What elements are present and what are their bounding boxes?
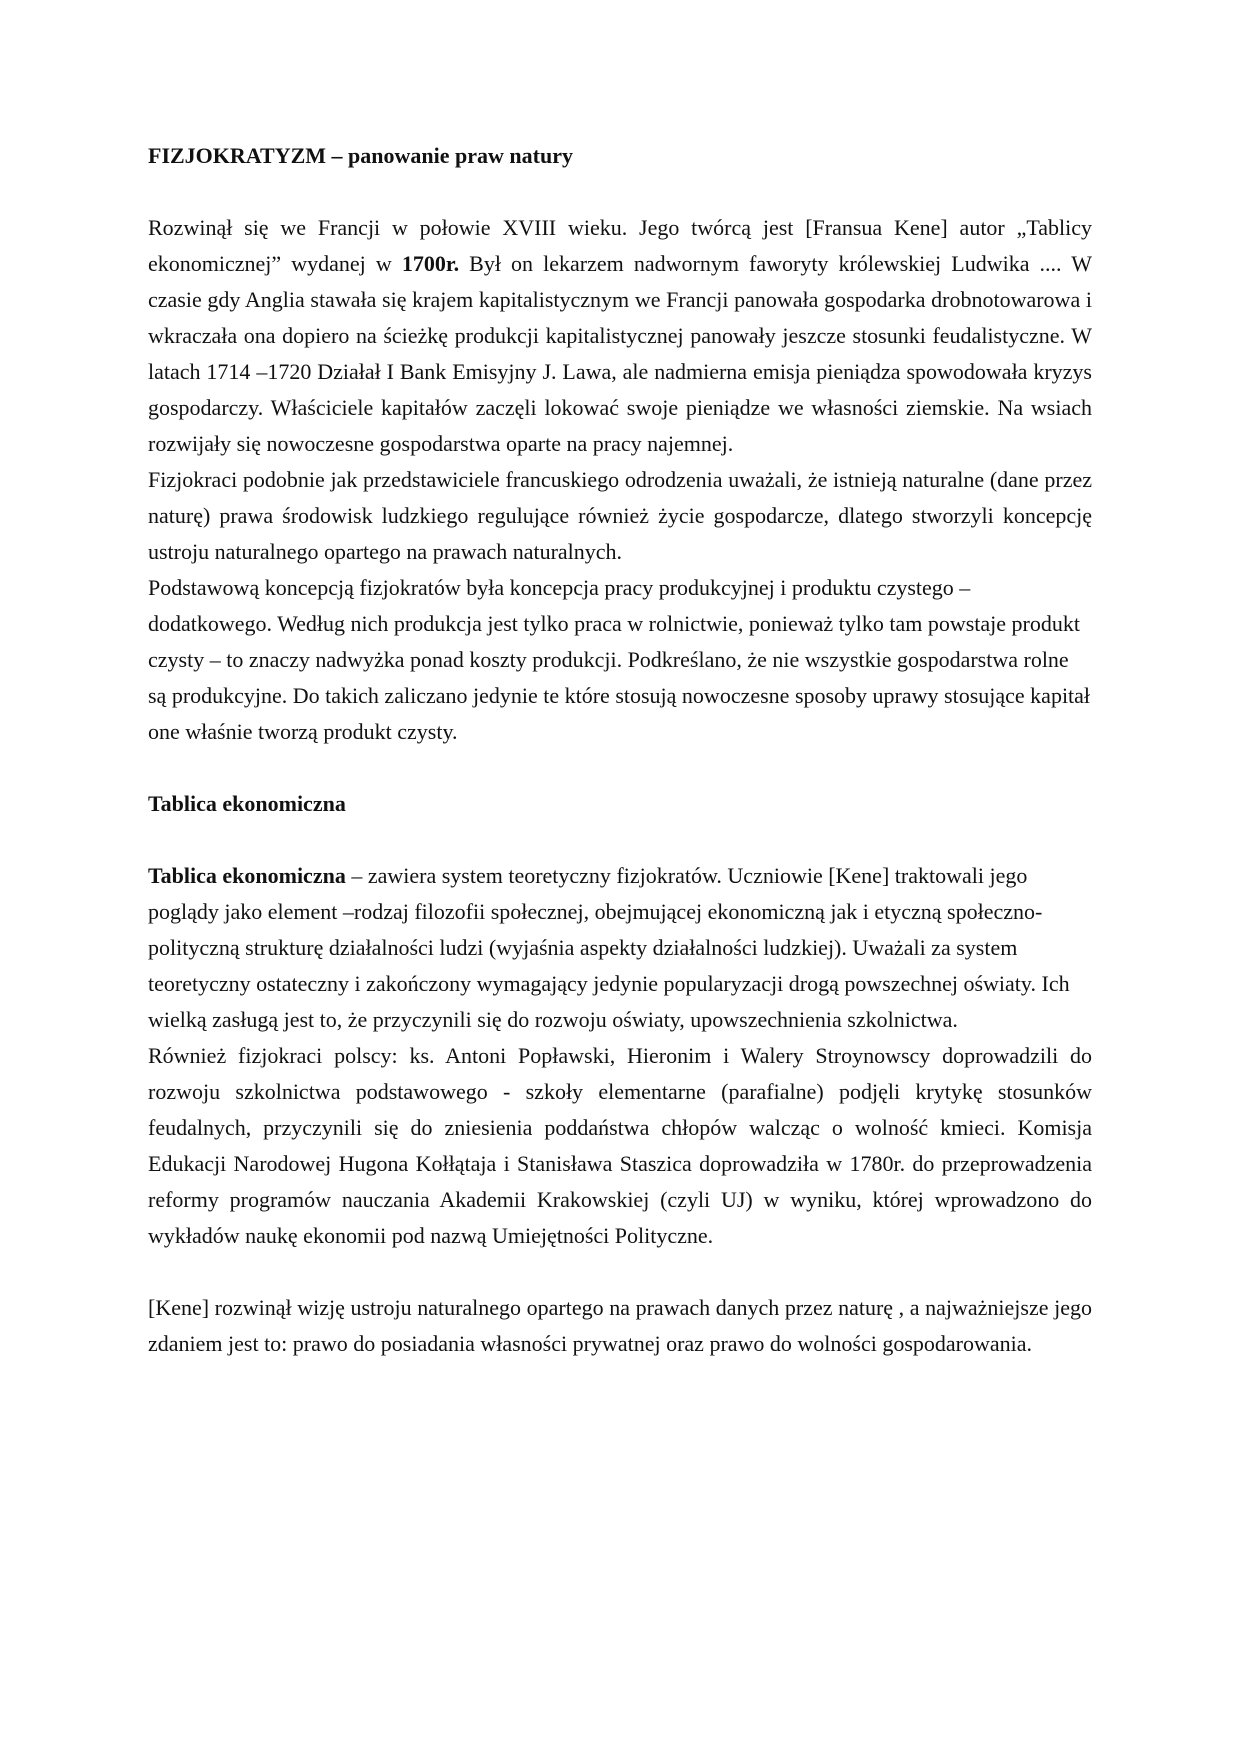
paragraph-origin-text-a: Rozwinął się we Francji w połowie XVIII wieku. Jego twórcą jest [Fransua Kene] autor „Tablicy ekonomicznej” wydanej w: [148, 215, 1092, 276]
document-page: [148, 138, 1092, 1362]
document-title: FIZJOKRATYZM – panowanie praw natury: [148, 143, 573, 168]
paragraph-origin-year: 1700r.: [401, 251, 460, 276]
paragraph-kene-vision: [Kene] rozwinął wizję ustroju naturalnego opartego na prawach danych przez naturę , a najważniejsze jego zdaniem jest to: prawo do posiadania własności prywatnej oraz prawo do wolności gospodarowania.: [148, 1295, 1092, 1356]
paragraph-table-term: Tablica ekonomiczna: [148, 863, 346, 888]
section-heading: Tablica ekonomiczna: [148, 791, 346, 816]
paragraph-productive-labour: Podstawową koncepcją fizjokratów była koncepcja pracy produkcyjnej i produktu czystego – dodatkowego. Według nich produkcja jest tylko praca w rolnictwie, ponieważ tylko tam powstaje produkt czysty – to znaczy nadwyżka ponad koszty produkcji. Podkreślano, że nie wszystkie gospodarstwa rolne są produkcyjne. Do takich zaliczano jedynie te które stosują nowoczesne sposoby uprawy stosujące kapitał one właśnie tworzą produkt czysty.: [148, 575, 1091, 744]
spacer: [148, 750, 1092, 786]
paragraph-table-text: – zawiera system teoretyczny fizjokratów. Uczniowie [Kene] traktowali jego poglądy jako element –rodzaj filozofii społecznej, obejmującej ekonomiczną jak i etyczną społeczno-polityczną strukturę działalności ludzi (wyjaśnia aspekty działalności ludzkiej). Uważali za system teoretyczny ostateczny i zakończony wymagający jedynie popularyzacji drogą powszechnej oświaty. Ich wielką zasługą jest to, że przyczynili się do rozwoju oświaty, upowszechnienia szkolnictwa.: [148, 863, 1070, 1032]
spacer: [148, 1254, 1092, 1290]
paragraph-polish-physiocrats: Również fizjokraci polscy: ks. Antoni Popławski, Hieronim i Walery Stroynowscy doprowadzili do rozwoju szkolnictwa podstawowego - szkoły elementarne (parafialne) podjęli krytykę stosunków feudalnych, przyczynili się do zniesienia poddaństwa chłopów walcząc o wolność kmieci. Komisja Edukacji Narodowej Hugona Kołłątaja i Stanisława Staszica doprowadziła w 1780r. do przeprowadzenia reformy programów nauczania Akademii Krakowskiej (czyli UJ) w wyniku, której wprowadzono do wykładów naukę ekonomii pod nazwą Umiejętności Polityczne.: [148, 1043, 1092, 1248]
paragraph-origin: [148, 210, 1092, 462]
paragraph-natural-law: Fizjokraci podobnie jak przedstawiciele francuskiego odrodzenia uważali, że istnieją naturalne (dane przez naturę) prawa środowisk ludzkiego regulujące również życie gospodarcze, dlatego stworzyli koncepcję ustroju naturalnego opartego na prawach naturalnych.: [148, 467, 1092, 564]
spacer: [148, 822, 1092, 858]
paragraph-table-definition: [148, 858, 1092, 1038]
paragraph-origin-text-b: Był on lekarzem nadwornym faworyty królewskiej Ludwika .... W czasie gdy Anglia stawała się krajem kapitalistycznym we Francji panowała gospodarka drobnotowarowa i wkraczała ona dopiero na ścieżkę produkcji kapitalistycznej panowały jeszcze stosunki feudalistyczne. W latach 1714 –1720 Działał I Bank Emisyjny J. Lawa, ale nadmierna emisja pieniądza spowodowała kryzys gospodarczy. Właściciele kapitałów zaczęli lokować swoje pieniądze we własności ziemskie. Na wsiach rozwijały się nowoczesne gospodarstwa oparte na pracy najemnej.: [148, 251, 1092, 456]
